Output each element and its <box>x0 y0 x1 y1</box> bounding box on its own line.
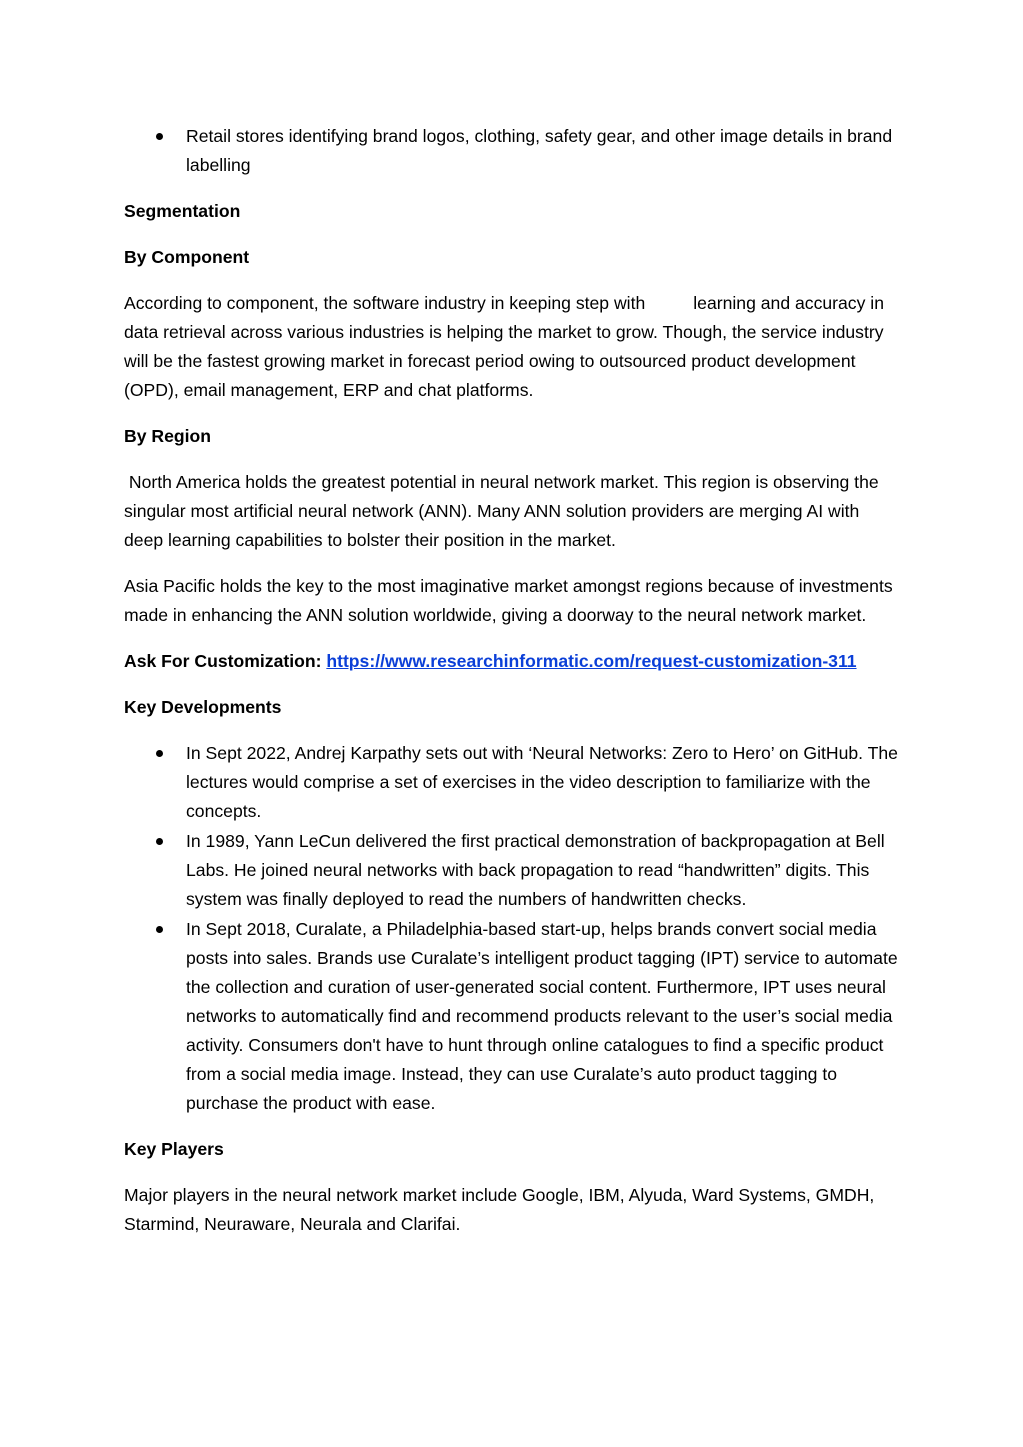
paragraph-text-end: learning and accuracy in data retrieval across various industries is helping the market to grow. Though, the service industry will be the fastest growing market in forecast period owing to outsourced product development (OPD), email management, ERP and chat platforms. <box>124 293 884 400</box>
list-item <box>124 827 900 914</box>
customization-line <box>124 647 900 676</box>
by-component-heading: By Component <box>124 247 250 267</box>
customization-link[interactable]: https://www.researchinformatic.com/request-customization-311 <box>326 651 857 671</box>
list-item-text: Retail stores identifying brand logos, clothing, safety gear, and other image details in brand labelling <box>186 126 893 175</box>
by-component-paragraph <box>124 289 900 405</box>
north-america-paragraph: North America holds the greatest potential in neural network market. This region is observing the singular most artificial neural network (ANN). Many ANN solution providers are merging AI with deep learning capabilities to bolster their position in the market. <box>124 472 884 550</box>
key-developments-heading: Key Developments <box>124 697 282 717</box>
list-item-text: In 1989, Yann LeCun delivered the first practical demonstration of backpropagation at Bell Labs. He joined neural networks with back propagation to read “handwritten” digits. This system was finally deployed to read the numbers of handwritten checks. <box>186 831 885 909</box>
list-item-text: In Sept 2022, Andrej Karpathy sets out with ‘Neural Networks: Zero to Hero’ on GitHub. The lectures would comprise a set of exercises in the video description to familiarize with the concepts. <box>186 743 898 821</box>
bullet-icon <box>156 838 163 845</box>
key-players-paragraph: Major players in the neural network market include Google, IBM, Alyuda, Ward Systems, GMDH, Starmind, Neuraware, Neurala and Clarifai. <box>124 1185 875 1234</box>
list-item-text: In Sept 2018, Curalate, a Philadelphia-based start-up, helps brands convert social media posts into sales. Brands use Curalate’s intelligent product tagging (IPT) service to automate the collection and curation of user-generated social content. Furthermore, IPT uses neural networks to automatically find and recommend products relevant to the user’s social media activity. Consumers don't have to hunt through online catalogues to find a specific product from a social media image. Instead, they can use Curalate’s auto product tagging to purchase the product with ease. <box>186 919 898 1113</box>
list-item <box>124 915 900 1118</box>
intro-bullet-list <box>124 122 900 180</box>
key-developments-list <box>124 739 900 1118</box>
customization-label: Ask For Customization: <box>124 651 327 671</box>
segmentation-heading: Segmentation <box>124 201 241 221</box>
document-page <box>124 122 900 1256</box>
bullet-icon <box>156 133 163 140</box>
bullet-icon <box>156 750 163 757</box>
paragraph-text-start: According to component, the software industry in keeping step with <box>124 293 646 313</box>
list-item <box>124 739 900 826</box>
asia-pacific-paragraph: Asia Pacific holds the key to the most imaginative market amongst regions because of investments made in enhancing the ANN solution worldwide, giving a doorway to the neural network market. <box>124 576 893 625</box>
bullet-icon <box>156 926 163 933</box>
list-item <box>124 122 900 180</box>
key-players-heading: Key Players <box>124 1139 224 1159</box>
by-region-heading: By Region <box>124 426 211 446</box>
